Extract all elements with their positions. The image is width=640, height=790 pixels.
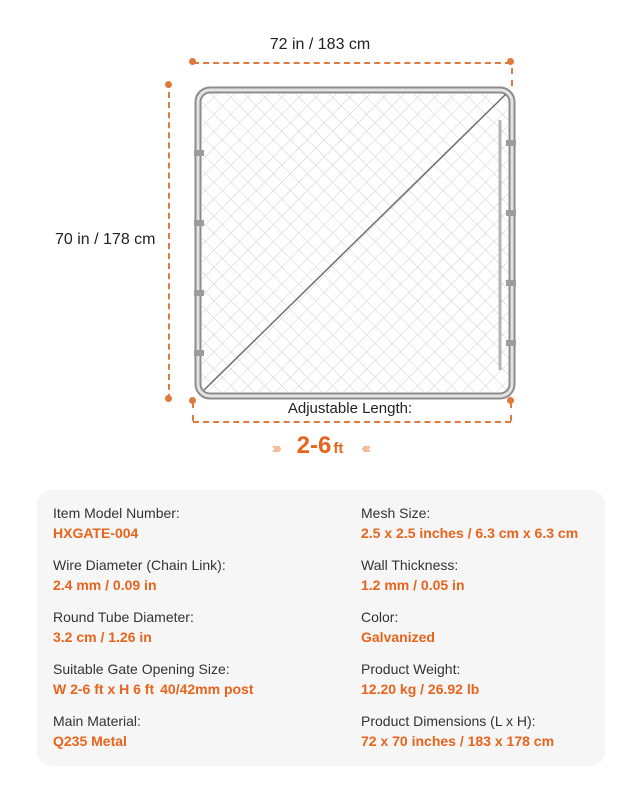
chain-link-gate-illustration — [180, 80, 530, 410]
spec-product-dimensions: Product Dimensions (L x H): 72 x 70 inches / 183 x 178 cm — [361, 713, 555, 749]
range-value: 2-6 — [296, 432, 332, 459]
adjustable-length-line — [193, 421, 511, 423]
adjustable-range — [0, 432, 640, 460]
range-unit: ft — [333, 440, 344, 457]
height-dot-top — [165, 81, 172, 88]
spec-product-weight: Product Weight: 12.20 kg / 26.92 lb — [361, 661, 480, 697]
height-dimension-label: 70 in / 178 cm — [55, 231, 156, 248]
width-dimension-line — [193, 62, 511, 64]
arrow-left-icon: ‹‹‹ — [361, 440, 369, 457]
adjustable-length-label: Adjustable Length: — [287, 400, 413, 417]
spec-wire-diameter: Wire Diameter (Chain Link): 2.4 mm / 0.09 in — [53, 557, 226, 593]
spec-color: Color: Galvanized — [361, 609, 435, 645]
height-dimension-line — [168, 82, 170, 400]
specifications-card — [37, 490, 605, 766]
spec-model-number: Item Model Number: HXGATE-004 — [53, 505, 180, 541]
spec-gate-opening-size: Suitable Gate Opening Size: W 2-6 ft x H 6 ft 40/42mm post — [53, 661, 254, 697]
width-dot-right — [507, 58, 514, 65]
spec-main-material: Main Material: Q235 Metal — [53, 713, 141, 749]
spec-mesh-size: Mesh Size: 2.5 x 2.5 inches / 6.3 cm x 6.3 cm — [361, 505, 579, 541]
width-dot-left — [189, 58, 196, 65]
width-dimension-label: 72 in / 183 cm — [269, 36, 371, 53]
spec-wall-thickness: Wall Thickness: 1.2 mm / 0.05 in — [361, 557, 465, 593]
arrow-right-icon: ››› — [271, 440, 279, 457]
spec-tube-diameter: Round Tube Diameter: 3.2 cm / 1.26 in — [53, 609, 194, 645]
